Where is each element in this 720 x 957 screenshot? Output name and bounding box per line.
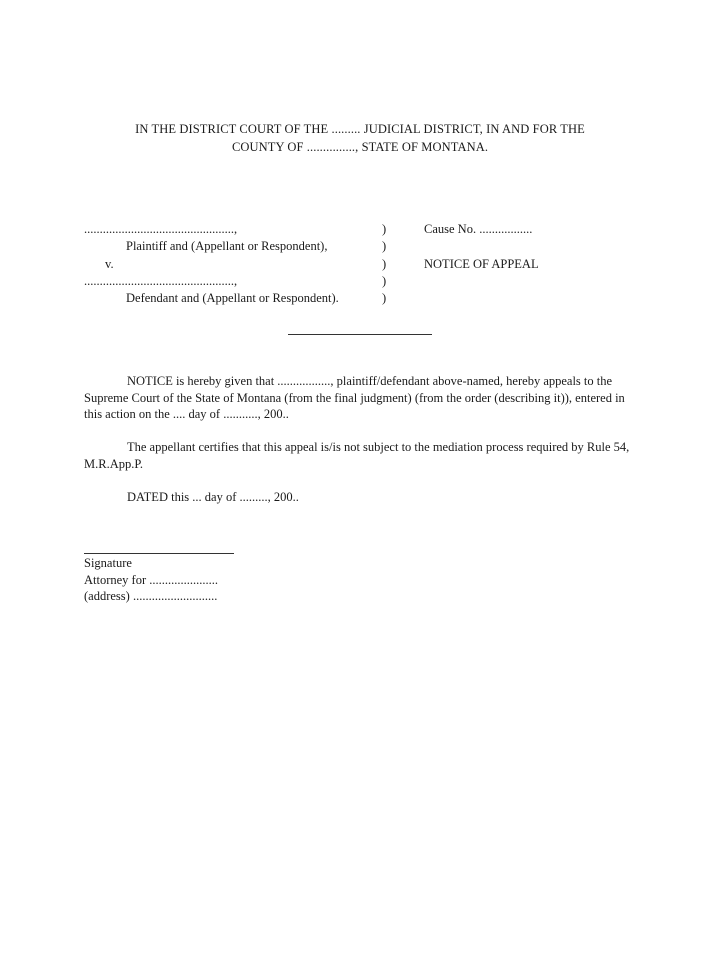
- caption-paren: ): [382, 222, 387, 236]
- court-heading: [84, 120, 636, 156]
- defendant-name-blank: ................................................,: [84, 274, 238, 288]
- attorney-for-line: Attorney for ......................: [84, 572, 219, 587]
- dated-paragraph: DATED this ... day of ........., 200..: [127, 490, 299, 504]
- court-heading-line-1: IN THE DISTRICT COURT OF THE ......... JUDICIAL DISTRICT, IN AND FOR THE: [135, 122, 585, 136]
- document-title: NOTICE OF APPEAL: [424, 257, 539, 271]
- plaintiff-name-blank: ................................................,: [84, 222, 238, 236]
- cause-number: Cause No. .................: [424, 222, 533, 236]
- defendant-label: Defendant and (Appellant or Respondent).: [126, 291, 339, 305]
- plaintiff-label: Plaintiff and (Appellant or Respondent),: [126, 239, 328, 253]
- signature-line: [84, 553, 234, 554]
- signature-label: Signature: [84, 556, 132, 570]
- versus-label: v.: [105, 257, 114, 271]
- signature-block: [84, 555, 218, 605]
- caption-paren: ): [382, 239, 387, 253]
- caption-paren: ): [382, 257, 387, 271]
- case-caption: [0, 221, 720, 311]
- notice-paragraph: NOTICE is hereby given that ................., plaintiff/defendant above-named, hereby appeals to the Supreme Court of the State of Montana (from the final judgment) (from the order (describing it)), entered in this action on the .... day of ..........., 200..: [84, 374, 625, 421]
- caption-paren: ): [382, 274, 387, 288]
- mediation-paragraph: The appellant certifies that this appeal is/is not subject to the mediation process required by Rule 54, M.R.App.P.: [84, 440, 630, 471]
- address-line: (address) ...........................: [84, 589, 218, 603]
- caption-paren: ): [382, 291, 387, 305]
- court-heading-line-2: COUNTY OF ..............., STATE OF MONTANA.: [231, 140, 489, 154]
- caption-divider: [288, 334, 432, 335]
